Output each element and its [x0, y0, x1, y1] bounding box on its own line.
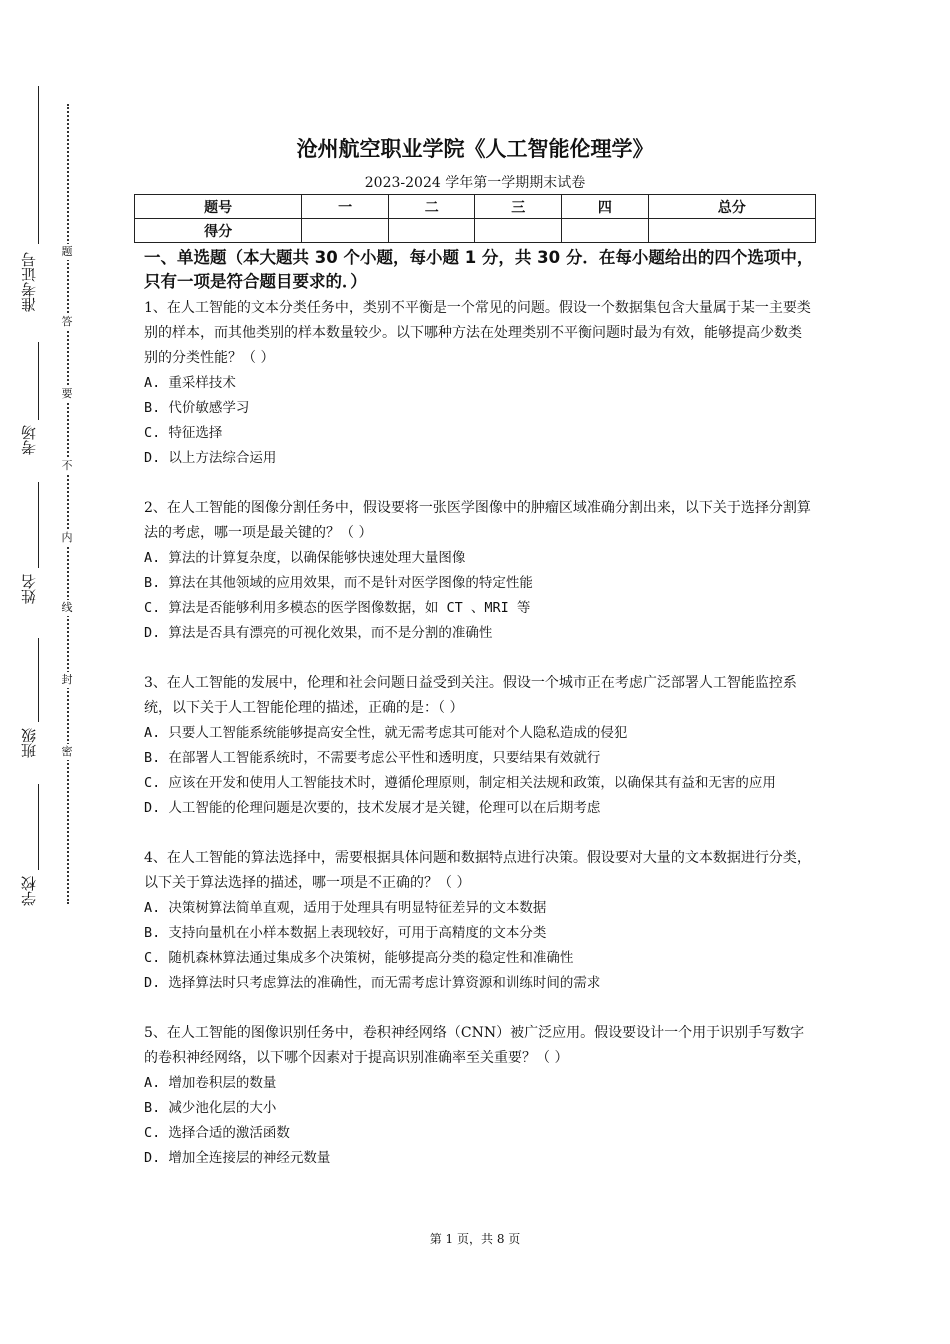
question-stem: 3、在人工智能的发展中，伦理和社会问题日益受到关注。假设一个城市正在考虑广泛部署人工智能监控系统，以下关于人工智能伦理的描述，正确的是：（ ） — [144, 675, 797, 716]
option-a: A. 增加卷积层的数量 — [144, 1075, 277, 1091]
exam-subtitle: 2023-2024 学年第一学期期末试卷 — [364, 175, 586, 191]
score-cell — [302, 219, 389, 243]
school-label: 学校 — [20, 876, 38, 906]
score-cell — [562, 219, 649, 243]
seal-char: 密 — [58, 744, 76, 760]
option-c: C. 应该在开发和使用人工智能技术时，遵循伦理原则，制定相关法规和政策，以确保其有益和无害的应用 — [144, 775, 776, 791]
seal-char: 题 — [58, 244, 76, 260]
class-label: 班级 — [20, 728, 38, 758]
score-header-cell: 三 — [475, 195, 562, 219]
score-cell — [648, 219, 815, 243]
option-a: A. 只要人工智能系统能够提高安全性，就无需考虑其可能对个人隐私造成的侵犯 — [144, 725, 628, 741]
page-title: 沧州航空职业学院《人工智能伦理学》 — [296, 137, 654, 161]
class-line — [38, 638, 39, 722]
option-a: A. 重采样技术 — [144, 375, 236, 391]
option-c: C. 特征选择 — [144, 425, 223, 441]
question-4 — [144, 846, 814, 996]
name-line — [38, 482, 39, 568]
option-a: A. 算法的计算复杂度，以确保能够快速处理大量图像 — [144, 550, 466, 566]
option-c: C. 随机森林算法通过集成多个决策树，能够提高分类的稳定性和准确性 — [144, 950, 574, 966]
score-row-label: 得分 — [135, 219, 302, 243]
page-footer: 第 1 页，共 8 页 — [429, 1232, 521, 1246]
name-label: 姓名 — [20, 574, 38, 604]
option-d: D. 人工智能的伦理问题是次要的，技术发展才是关键，伦理可以在后期考虑 — [144, 800, 601, 816]
option-d: D. 以上方法综合运用 — [144, 450, 277, 466]
exam-number-line — [38, 86, 39, 244]
option-b: B. 代价敏感学习 — [144, 400, 250, 416]
score-header-cell: 题号 — [135, 195, 302, 219]
option-c: C. 选择合适的激活函数 — [144, 1125, 290, 1141]
question-1 — [144, 296, 814, 471]
question-2 — [144, 496, 814, 646]
exam-room-line — [38, 342, 39, 420]
score-header-cell: 四 — [562, 195, 649, 219]
option-b: B. 减少池化层的大小 — [144, 1100, 277, 1116]
seal-char: 要 — [58, 386, 76, 402]
seal-char: 答 — [58, 314, 76, 330]
question-stem: 4、在人工智能的算法选择中，需要根据具体问题和数据特点进行决策。假设要对大量的文本数据进行分类，以下关于算法选择的描述，哪一项是不正确的？（ ） — [144, 850, 811, 891]
seal-char: 线 — [58, 600, 76, 616]
question-stem: 5、在人工智能的图像识别任务中，卷积神经网络（CNN）被广泛应用。假设要设计一个用于识别手写数字的卷积神经网络，以下哪个因素对于提高识别准确率至关重要？（ ） — [144, 1025, 805, 1066]
score-header-cell: 总分 — [648, 195, 815, 219]
question-5 — [144, 1021, 814, 1171]
seal-char: 内 — [58, 530, 76, 546]
score-table — [134, 194, 816, 243]
question-list — [144, 296, 814, 1171]
score-table-score-row — [135, 219, 816, 243]
section-heading: 一、单选题（本大题共 30 个小题，每小题 1 分，共 30 分．在每小题给出的四个选项中，只有一项是符合题目要求的．） — [144, 248, 814, 291]
exam-room-label: 考场 — [20, 425, 38, 455]
score-table-header-row — [135, 195, 816, 219]
score-header-cell: 二 — [388, 195, 475, 219]
option-b: B. 支持向量机在小样本数据上表现较好，可用于高精度的文本分类 — [144, 925, 547, 941]
question-3 — [144, 671, 814, 821]
option-c: C. 算法是否能够利用多模态的医学图像数据，如 CT 、MRI 等 — [144, 600, 531, 616]
option-b: B. 在部署人工智能系统时，不需要考虑公平性和透明度，只要结果有效就行 — [144, 750, 601, 766]
option-b: B. 算法在其他领域的应用效果，而不是针对医学图像的特定性能 — [144, 575, 533, 591]
exam-number-label: 准考证号 — [20, 252, 38, 312]
option-a: A. 决策树算法简单直观，适用于处理具有明显特征差异的文本数据 — [144, 900, 547, 916]
seal-char: 不 — [58, 458, 76, 474]
school-line — [38, 784, 39, 870]
score-header-cell: 一 — [302, 195, 389, 219]
seal-char: 封 — [58, 672, 76, 688]
seal-dotted-line — [67, 104, 69, 904]
score-cell — [475, 219, 562, 243]
question-stem: 1、在人工智能的文本分类任务中，类别不平衡是一个常见的问题。假设一个数据集包含大量属于某一主要类别的样本，而其他类别的样本数量较少。以下哪种方法在处理类别不平衡问题时最为有效，能够提高少数类别的分类性能？（ ） — [144, 300, 811, 366]
option-d: D. 增加全连接层的神经元数量 — [144, 1150, 331, 1166]
option-d: D. 算法是否具有漂亮的可视化效果，而不是分割的准确性 — [144, 625, 493, 641]
score-cell — [388, 219, 475, 243]
question-stem: 2、在人工智能的图像分割任务中，假设要将一张医学图像中的肿瘤区域准确分割出来，以下关于选择分割算法的考虑，哪一项是最关键的？（ ） — [144, 500, 811, 541]
option-d: D. 选择算法时只考虑算法的准确性，而无需考虑计算资源和训练时间的需求 — [144, 975, 601, 991]
